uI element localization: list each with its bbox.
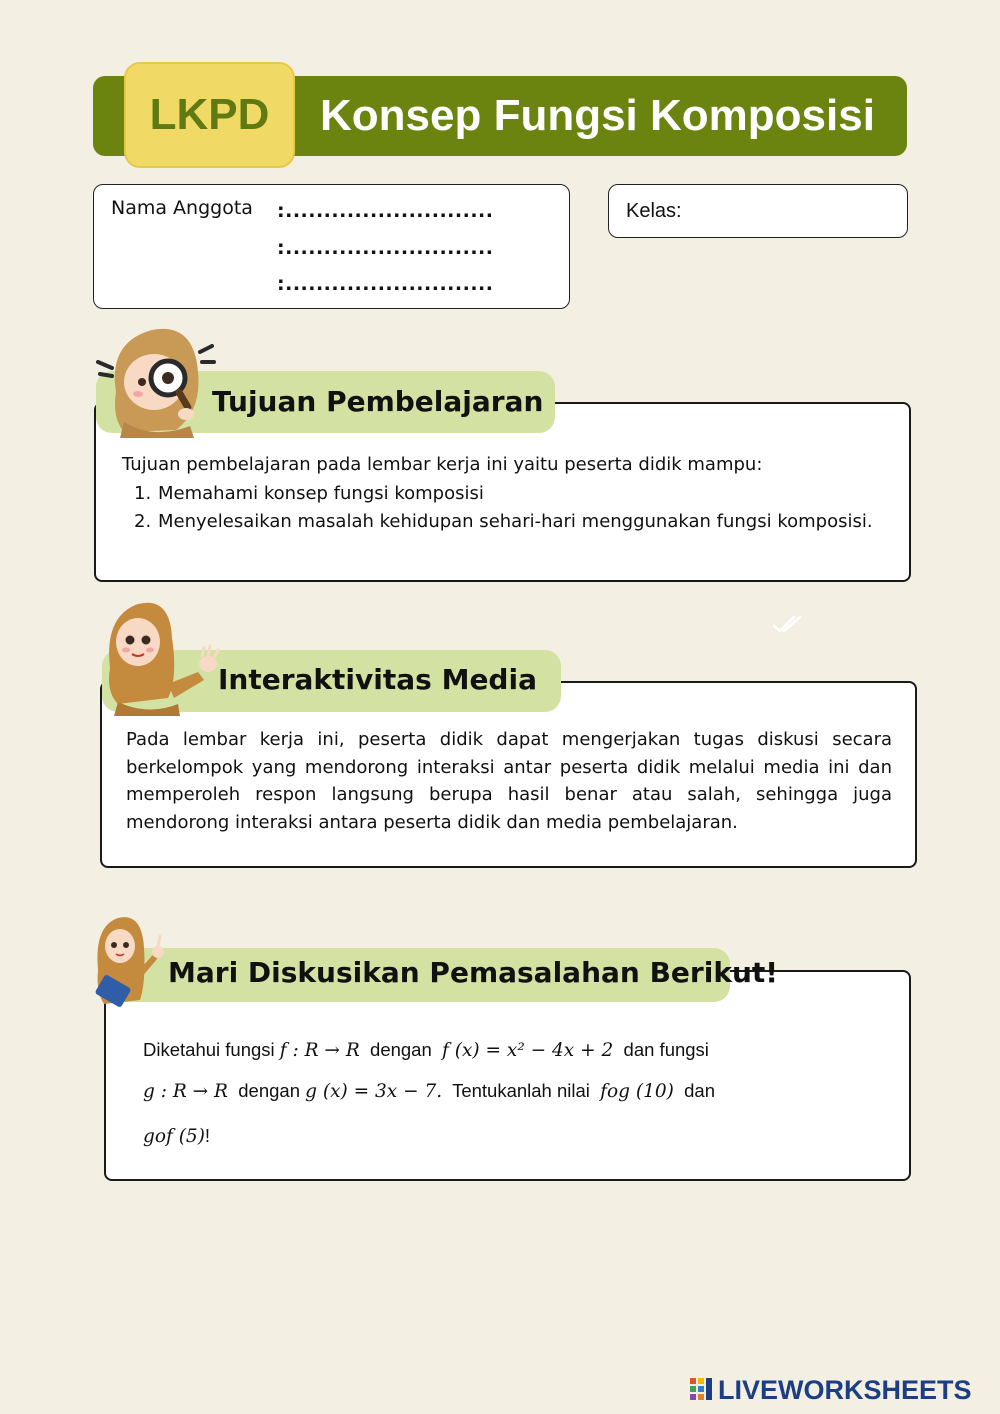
liveworksheets-logo-icon (690, 1378, 714, 1402)
girl-waving-icon (98, 598, 222, 716)
media-description: Pada lembar kerja ini, peserta didik dapat mengerjakan tugas diskusi secara berkelompok yang mendorong interaksi antar peserta didik melalui media ini dan memperoleh respon langsung berupa hasil benar atau salah, sehingga juga mendorong interaksi antara peserta didik dan media pembelajaran. (126, 729, 892, 833)
math-expression: g : R → R (143, 1081, 228, 1102)
objectives-intro: Tujuan pembelajaran pada lembar kerja ini yaitu peserta didik mampu: (122, 454, 763, 475)
problem-text: Diketahui fungsi (143, 1039, 275, 1060)
class-label: Kelas: (626, 200, 682, 222)
page-title: Konsep Fungsi Komposisi (320, 91, 875, 140)
math-expression: fog (10) (600, 1081, 674, 1102)
media-title: Interaktivitas Media (218, 663, 537, 696)
objectives-list (134, 480, 886, 536)
problem-statement (143, 1030, 843, 1157)
lkpd-badge: LKPD (124, 62, 295, 168)
list-item (134, 508, 886, 536)
problem-text: dengan (370, 1039, 432, 1060)
member-name-field-2[interactable]: :........................... (277, 237, 494, 259)
problem-text: dengan (238, 1080, 300, 1101)
objectives-title: Tujuan Pembelajaran (212, 385, 544, 418)
list-item-number: 1. (134, 483, 152, 504)
math-expression: gof (5) (143, 1126, 205, 1147)
member-name-field-1[interactable]: :........................... (277, 200, 494, 222)
girl-book-icon (92, 912, 170, 1016)
problem-text: dan fungsi (623, 1039, 709, 1060)
liveworksheets-logo-text: LIVEWORKSHEETS (718, 1374, 972, 1405)
problem-title: Mari Diskusikan Pemasalahan Berikut! (168, 956, 779, 989)
problem-text: Tentukanlah nilai (452, 1080, 590, 1101)
liveworksheets-logo[interactable] (690, 1376, 972, 1404)
list-item-number: 2. (134, 511, 152, 532)
problem-text: dan (684, 1080, 716, 1101)
problem-text: ! (204, 1125, 211, 1146)
members-label: Nama Anggota (111, 197, 253, 219)
list-item-text: Menyelesaikan masalah kehidupan sehari-hari menggunakan fungsi komposisi. (158, 511, 873, 532)
math-expression: f (x) = x² − 4x + 2 (442, 1040, 614, 1061)
list-item (134, 480, 886, 508)
math-expression: g (x) = 3x − 7. (305, 1081, 443, 1102)
girl-magnifier-icon (94, 322, 219, 438)
math-expression: f : R → R (279, 1040, 360, 1061)
list-item-text: Memahami konsep fungsi komposisi (158, 483, 484, 504)
member-name-field-3[interactable]: :........................... (277, 273, 494, 295)
check-mark-icon (772, 614, 806, 634)
